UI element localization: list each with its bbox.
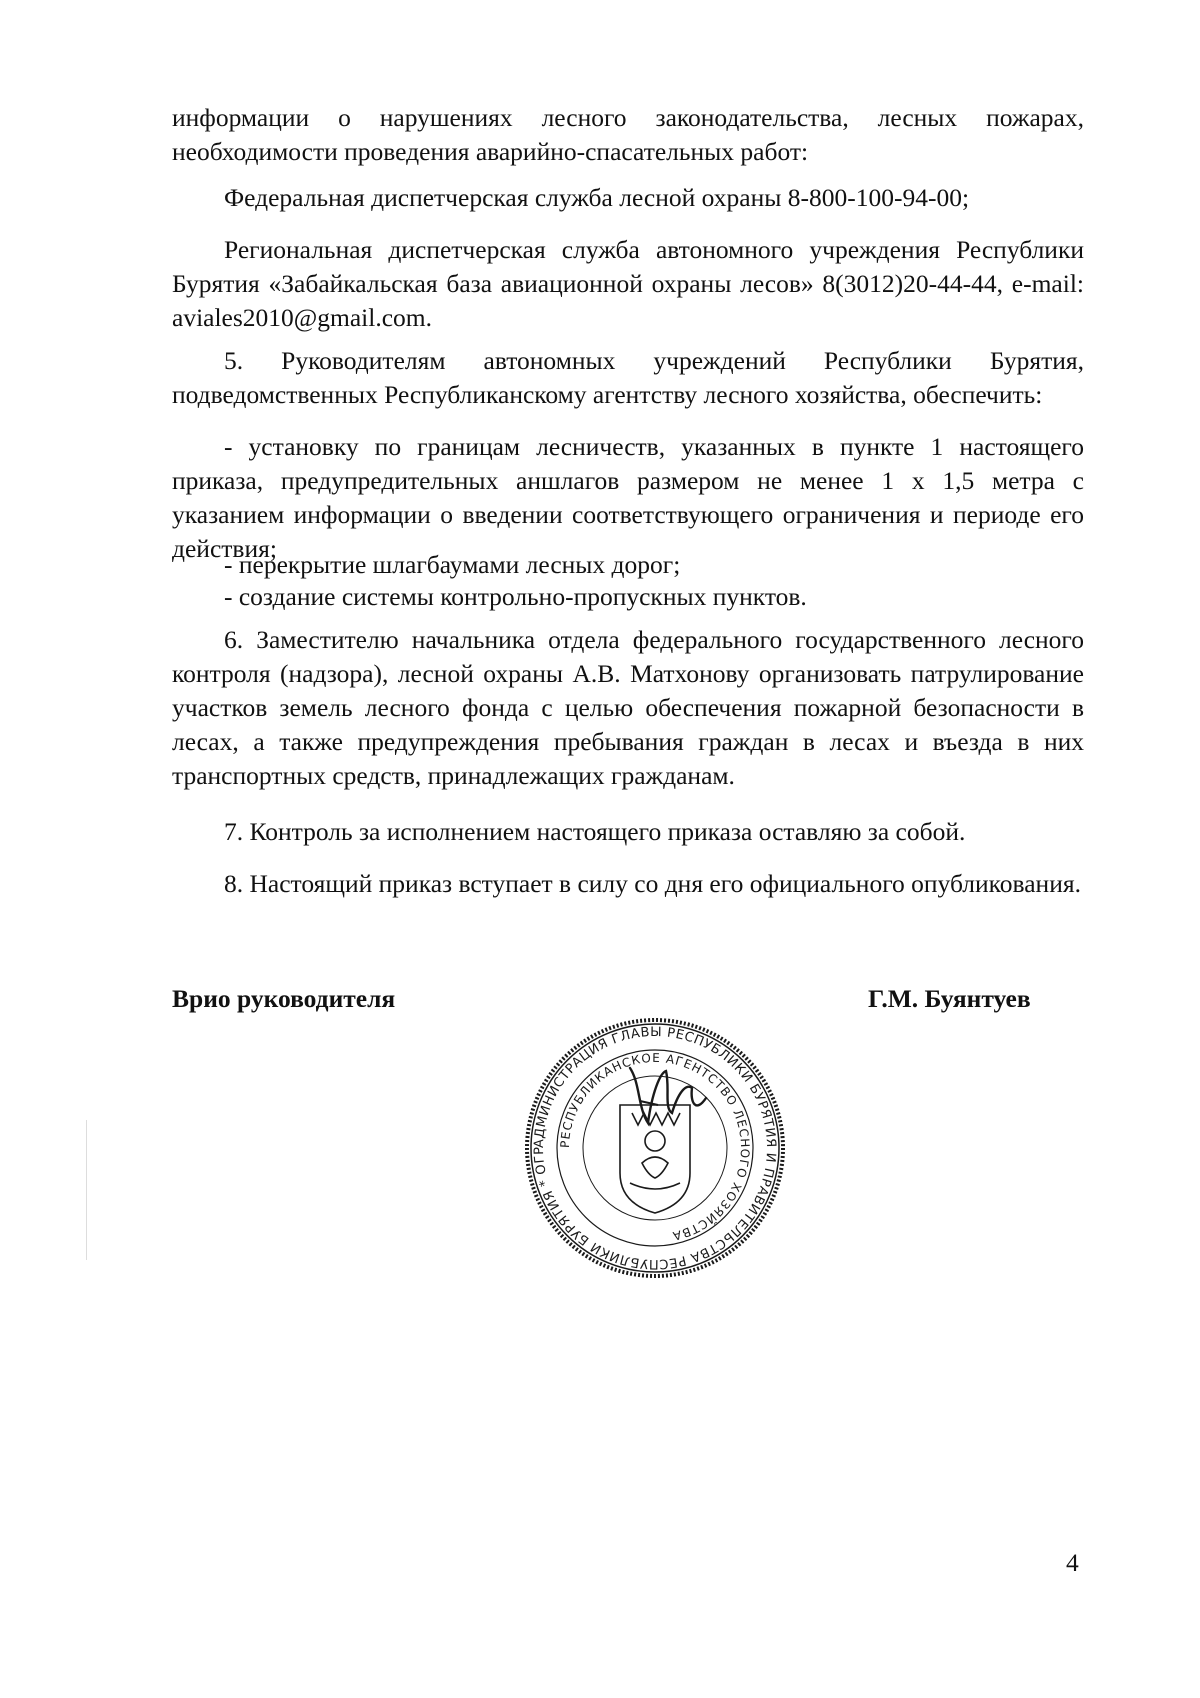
paragraph-item-8: 8. Настоящий приказ вступает в силу со дня его официального опубликования. <box>224 869 1081 898</box>
coat-of-arms-icon <box>620 1105 690 1213</box>
seal-outer-text: АДМИНИСТРАЦИЯ ГЛАВЫ РЕСПУБЛИКИ БУРЯТИЯ И ПРАВИТЕЛЬСТВА РЕСПУБЛИКИ БУРЯТИЯ * ОГР <box>531 1024 779 1272</box>
scan-margin-line <box>86 1120 87 1260</box>
list-item-5-2: - перекрытие шлагбаумами лесных дорог; <box>224 550 681 579</box>
paragraph-item-7: 7. Контроль за исполнением настоящего приказа оставляю за собой. <box>224 817 966 846</box>
paragraph-intro: информации о нарушениях лесного законодательства, лесных пожарах, необходимости проведения аварийно-спасательных работ: <box>172 103 1084 166</box>
signature-name: Г.М. Буянтуев <box>868 984 1031 1013</box>
seal-graphic <box>520 1013 790 1283</box>
list-item-5-3: - создание системы контрольно-пропускных пунктов. <box>224 582 807 611</box>
signature-position: Врио руководителя <box>172 984 396 1013</box>
paragraph-item-5: 5. Руководителям автономных учреждений Республики Бурятия, подведомственных Республиканскому агентству лесного хозяйства, обеспечить: <box>172 346 1084 409</box>
paragraph-regional-service: Региональная диспетчерская служба автономного учреждения Республики Бурятия «Забайкальская база авиационной охраны лесов» 8(3012)20-44-44, e-mail: aviales2010@gmail.com. <box>172 235 1084 332</box>
paragraph-federal-service: Федеральная диспетчерская служба лесной охраны 8-800-100-94-00; <box>224 183 970 212</box>
official-seal <box>520 1013 790 1283</box>
paragraph-item-6: 6. Заместителю начальника отдела федерального государственного лесного контроля (надзора), лесной охраны А.В. Матхонову организовать патрулирование участков земель лесного фонда с целью обеспечения пожарной безопасности в лесах, а также предупреждения пребывания граждан в лесах и въезда в них транспортных средств, принадлежащих гражданам. <box>172 625 1084 790</box>
seal-inner-text: РЕСПУБЛИКАНСКОЕ АГЕНТСТВО ЛЕСНОГО ХОЗЯЙСТВА <box>557 1050 753 1244</box>
page-number: 4 <box>1066 1548 1079 1577</box>
svg-text:РЕСПУБЛИКАНСКОЕ АГЕНТСТВО ЛЕСН <box>558 1051 752 1243</box>
list-item-5-1: - установку по границам лесничеств, указанных в пункте 1 настоящего приказа, предупредительных аншлагов размером не менее 1 х 1,5 метра с указанием информации о введении соответствующего ограничения и периоде его действия; <box>172 432 1084 563</box>
